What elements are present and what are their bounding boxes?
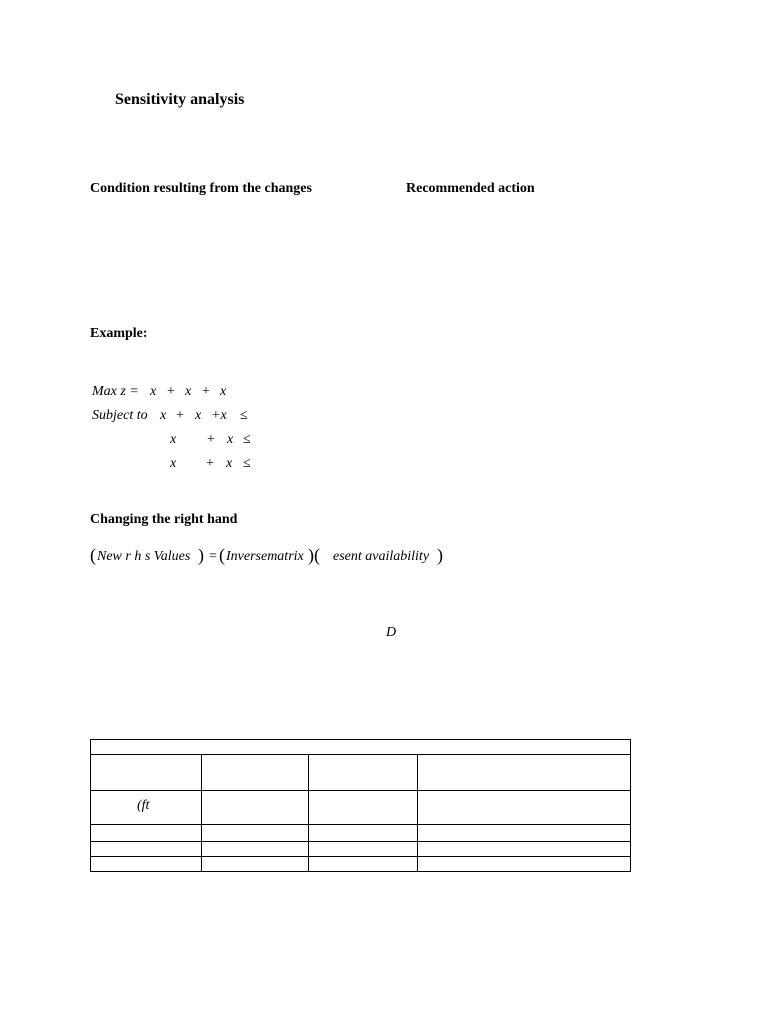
formula-equals: = bbox=[209, 549, 217, 564]
empty-table bbox=[90, 739, 631, 872]
constraint-leq: ≤ bbox=[243, 432, 251, 447]
formula-availability: esent availability bbox=[333, 549, 430, 564]
constraint-leq: ≤ bbox=[240, 408, 248, 423]
constraint-term: x bbox=[170, 456, 177, 471]
objective-operator: + bbox=[167, 384, 175, 399]
heading-recommended-action: Recommended action bbox=[406, 181, 535, 196]
objective-term: x bbox=[150, 384, 157, 399]
constraint-term: +x bbox=[211, 408, 227, 423]
formula-lhs: New r h s Values bbox=[97, 549, 191, 564]
objective-lhs: Max z = bbox=[92, 384, 139, 399]
constraint-operator: + bbox=[176, 408, 184, 423]
example-label: Example: bbox=[90, 326, 148, 341]
paren-open: ( bbox=[314, 545, 320, 565]
constraint-term: x bbox=[195, 408, 202, 423]
constraint-term: x bbox=[226, 456, 233, 471]
constraint-operator: + bbox=[206, 456, 214, 471]
table-column-rule bbox=[308, 755, 309, 871]
table-rule bbox=[91, 841, 630, 842]
table-rule bbox=[91, 824, 630, 825]
constraint-leq: ≤ bbox=[243, 456, 251, 471]
paren-open: ( bbox=[219, 545, 225, 565]
rhs-heading: Changing the right hand bbox=[90, 512, 238, 527]
constraint-operator: + bbox=[207, 432, 215, 447]
objective-term: x bbox=[185, 384, 192, 399]
table-rule bbox=[91, 790, 630, 791]
objective-term: x bbox=[220, 384, 227, 399]
formula-matrix: Inversematrix bbox=[226, 549, 304, 564]
table-column-rule bbox=[201, 755, 202, 871]
paren-close: ) bbox=[198, 545, 204, 565]
paren-close: ) bbox=[437, 545, 443, 565]
page-title: Sensitivity analysis bbox=[115, 91, 245, 108]
objective-operator: + bbox=[202, 384, 210, 399]
heading-condition: Condition resulting from the changes bbox=[90, 181, 312, 196]
table-rule bbox=[91, 754, 630, 755]
d-symbol: D bbox=[386, 625, 397, 640]
table-column-rule bbox=[417, 755, 418, 871]
paren-close: ) bbox=[308, 545, 314, 565]
subject-to-label: Subject to bbox=[92, 408, 148, 423]
constraint-term: x bbox=[170, 432, 177, 447]
table-rule bbox=[91, 856, 630, 857]
paren-open: ( bbox=[90, 545, 96, 565]
table-cell-fragment: (ft bbox=[137, 798, 150, 813]
constraint-term: x bbox=[160, 408, 167, 423]
constraint-term: x bbox=[227, 432, 234, 447]
